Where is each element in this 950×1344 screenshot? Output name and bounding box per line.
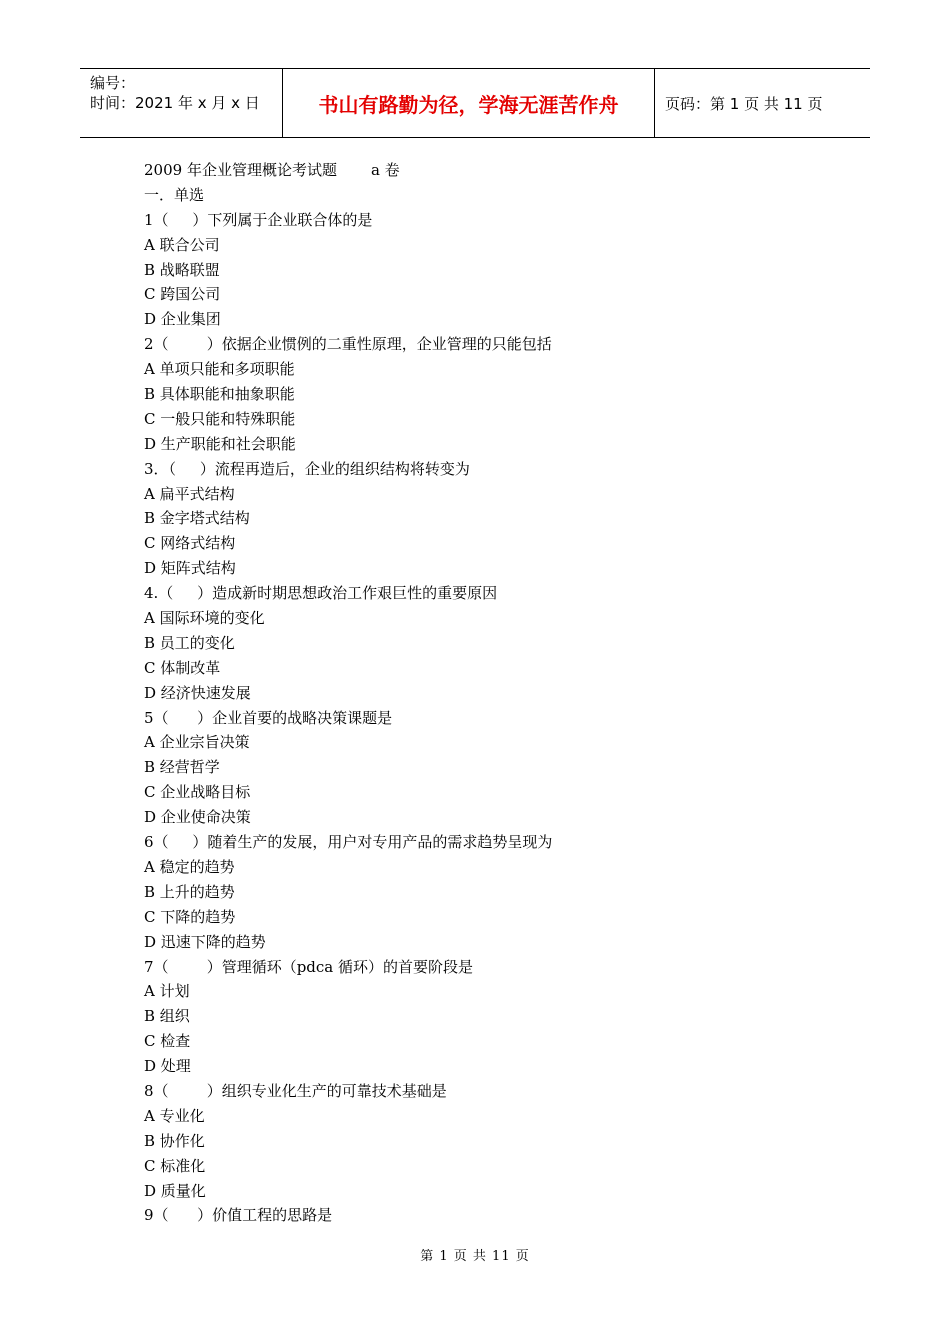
answer-option: C 标准化 — [144, 1156, 206, 1175]
answer-option: B 经营哲学 — [144, 758, 220, 777]
answer-option: D 处理 — [144, 1057, 191, 1076]
answer-option: D 迅速下降的趋势 — [144, 932, 266, 951]
date-label: 时间：2021 年 x 月 x 日 — [90, 94, 260, 112]
code-label: 编号： — [90, 74, 136, 92]
answer-option: D 矩阵式结构 — [144, 559, 236, 578]
document-title-line — [144, 158, 844, 183]
question-stem: 5（ ）企业首要的战略决策课题是 — [144, 708, 393, 727]
answer-option: D 经济快速发展 — [144, 683, 251, 702]
answer-option: A 扁平式结构 — [144, 484, 235, 503]
question-stem: 8（ ）组织专业化生产的可靠技术基础是 — [144, 1081, 447, 1100]
document-body — [144, 158, 844, 1228]
answer-option: A 联合公司 — [144, 235, 220, 254]
answer-option: B 员工的变化 — [144, 633, 235, 652]
answer-option: D 质量化 — [144, 1181, 206, 1200]
answer-option: C 下降的趋势 — [144, 907, 236, 926]
answer-option: A 稳定的趋势 — [144, 857, 235, 876]
answer-option: A 单项只能和多项职能 — [144, 360, 295, 379]
header-meta — [80, 69, 282, 137]
answer-option: B 协作化 — [144, 1131, 205, 1150]
question-stem: 6（ ）随着生产的发展，用户对专用产品的需求趋势呈现为 — [144, 833, 553, 852]
answer-option: A 企业宗旨决策 — [144, 733, 250, 752]
answer-option: C 检查 — [144, 1032, 191, 1051]
section-heading: 一．单选 — [144, 185, 205, 204]
answer-option: C 体制改革 — [144, 658, 221, 677]
answer-option: A 国际环境的变化 — [144, 609, 265, 628]
question-stem: 7（ ）管理循环（pdca 循环）的首要阶段是 — [144, 957, 474, 976]
question-stem: 1（ ）下列属于企业联合体的是 — [144, 210, 373, 229]
answer-option: A 计划 — [144, 982, 190, 1001]
header-page-info: 页码：第 1 页 共 11 页 — [665, 94, 823, 113]
answer-option: B 组织 — [144, 1007, 190, 1026]
question-list — [144, 208, 844, 1229]
document-title: 2009 年企业管理概论考试题 — [144, 161, 337, 179]
answer-option: C 一般只能和特殊职能 — [144, 409, 296, 428]
answer-option: A 专业化 — [144, 1106, 205, 1125]
answer-option: C 网络式结构 — [144, 534, 236, 553]
answer-option: D 企业使命决策 — [144, 808, 251, 827]
question-stem: 3．（ ）流程再造后，企业的组织结构将转变为 — [144, 459, 470, 478]
page-footer: 第 1 页 共 11 页 — [420, 1249, 530, 1264]
answer-option: D 企业集团 — [144, 310, 221, 329]
answer-option: B 战略联盟 — [144, 260, 220, 279]
answer-option: B 金字塔式结构 — [144, 509, 250, 528]
question-stem: 9（ ）价值工程的思路是 — [144, 1206, 333, 1225]
page-header — [80, 68, 870, 138]
header-motto: 书山有路勤为径，学海无涯苦作舟 — [282, 69, 655, 137]
answer-option: C 企业战略目标 — [144, 783, 251, 802]
answer-option: C 跨国公司 — [144, 285, 221, 304]
answer-option: D 生产职能和社会职能 — [144, 434, 296, 453]
answer-option: B 具体职能和抽象职能 — [144, 385, 295, 404]
question-stem: 2（ ）依据企业惯例的二重性原理，企业管理的只能包括 — [144, 335, 552, 354]
answer-option: B 上升的趋势 — [144, 882, 235, 901]
question-stem: 4.（ ）造成新时期思想政治工作艰巨性的重要原因 — [144, 584, 498, 603]
paper-version: a 卷 — [370, 161, 400, 179]
